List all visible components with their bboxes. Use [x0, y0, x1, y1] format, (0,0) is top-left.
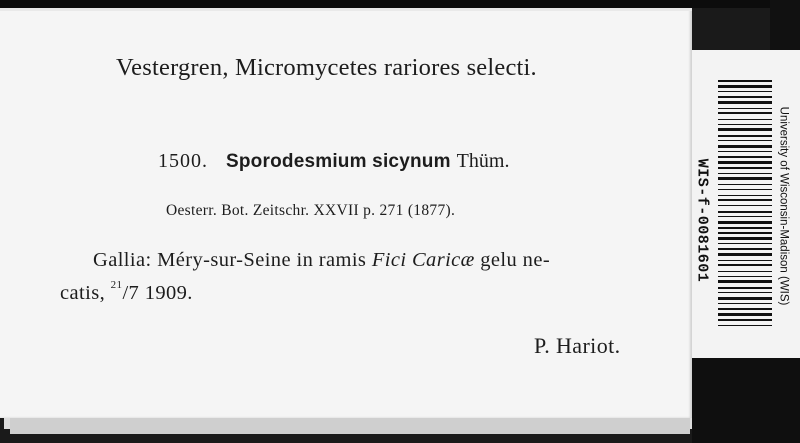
- barcode-bar: [718, 91, 772, 92]
- barcode-bar: [718, 184, 772, 185]
- barcode-bar: [718, 248, 772, 250]
- barcode-number: WIS-f-0081601: [693, 158, 711, 282]
- barcode-bar: [718, 260, 772, 261]
- barcode-bar: [718, 189, 772, 190]
- barcode-bar: [718, 177, 772, 180]
- barcode-bar: [718, 108, 772, 109]
- barcode-bar: [718, 271, 772, 272]
- institution-name: University of Wisconsin-Madison (WIS): [777, 106, 790, 306]
- barcode-bar: [718, 308, 772, 310]
- barcode-number-wrap: [692, 120, 712, 320]
- barcode-bar: [718, 140, 772, 141]
- barcode-bar: [718, 156, 772, 158]
- barcode-bar: [718, 96, 772, 98]
- collector-name: P. Hariot.: [534, 333, 621, 358]
- barcode-bar: [718, 227, 772, 229]
- barcode-bar: [718, 161, 772, 164]
- barcode-bar: [718, 319, 772, 321]
- background-strip: [692, 8, 696, 50]
- barcode-bar: [718, 211, 772, 213]
- locality-line-1: [93, 249, 550, 272]
- taxon-line: [158, 150, 509, 173]
- date-day: 21: [110, 279, 123, 291]
- barcode-bar: [718, 80, 772, 82]
- barcode-bar: [718, 124, 772, 125]
- barcode-bar: [718, 221, 772, 224]
- barcode-bar: [718, 237, 772, 240]
- locality-text: Gallia: Méry-sur-Seine in ramis: [93, 249, 372, 271]
- barcode-bar: [718, 292, 772, 293]
- barcode-bar: [718, 264, 772, 266]
- barcode-bar: [718, 128, 772, 131]
- taxon-author: Thüm.: [456, 150, 510, 172]
- barcode-bar: [718, 112, 772, 114]
- barcode-bar: [718, 313, 772, 316]
- barcode-bar: [718, 195, 772, 196]
- label-edge: [0, 8, 692, 11]
- locality-line-2: [60, 279, 193, 305]
- label-header: Vestergren, Micromycetes rariores selecti.: [116, 54, 537, 81]
- literature-reference: Oesterr. Bot. Zeitschr. XXVII p. 271 (1877).: [166, 202, 456, 219]
- barcode: [718, 80, 772, 328]
- barcode-bar: [718, 280, 772, 283]
- locality-text-cont: catis,: [60, 282, 111, 304]
- barcode-bar: [718, 173, 772, 174]
- barcode-bar: [718, 325, 772, 326]
- barcode-bar: [718, 205, 772, 206]
- barcode-bar: [718, 232, 772, 234]
- barcode-bar: [718, 199, 772, 201]
- barcode-bar: [718, 216, 772, 217]
- background-corner: [770, 0, 800, 50]
- barcode-bar: [718, 135, 772, 137]
- barcode-bar: [718, 243, 772, 244]
- barcode-bar: [718, 276, 772, 277]
- barcode-bar: [718, 101, 772, 104]
- barcode-bar: [718, 287, 772, 289]
- background-bottom: [692, 358, 800, 443]
- barcode-bar: [718, 145, 772, 148]
- host-name: Fici Caricæ: [371, 249, 475, 271]
- locality-text-end: gelu ne-: [474, 249, 551, 271]
- barcode-bar: [718, 297, 772, 300]
- date-rest: /7 1909.: [122, 282, 193, 304]
- taxon-name: Sporodesmium sicynum: [226, 151, 451, 172]
- institution-wrap: [774, 86, 792, 326]
- barcode-bar: [718, 167, 772, 169]
- barcode-bar: [718, 85, 772, 88]
- barcode-bar: [718, 119, 772, 120]
- barcode-bar: [718, 253, 772, 256]
- barcode-bar: [718, 303, 772, 304]
- barcode-bar: [718, 151, 772, 152]
- background-top: [0, 0, 800, 8]
- exsiccata-number: 1500.: [158, 150, 208, 172]
